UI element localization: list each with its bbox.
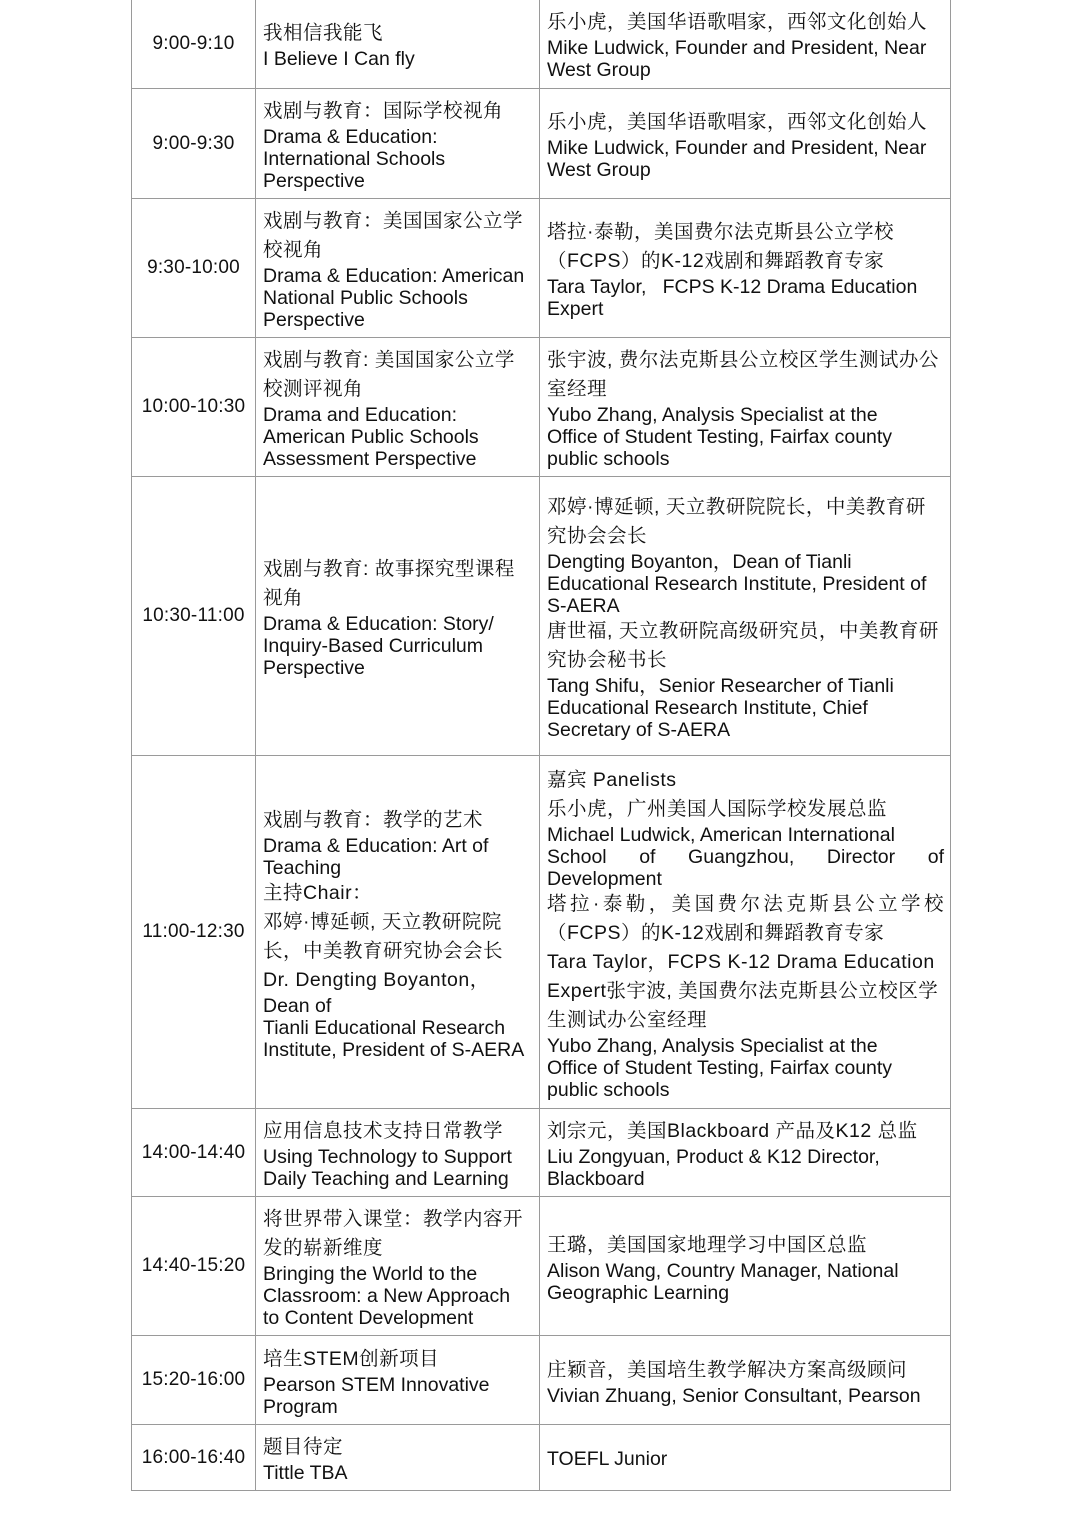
cell-text-line: Pearson STEM Innovative — [263, 1373, 490, 1396]
cell-text-line: Perspective — [263, 170, 365, 192]
speaker-cell — [540, 0, 951, 89]
cell-text-line: 邓婷·博延顿, 天立教研院院 — [263, 910, 502, 933]
cell-text-line: Perspective — [263, 309, 365, 331]
cell-text-line: Assessment Perspective — [263, 448, 477, 470]
cell-text-line: TOEFL Junior — [547, 1447, 668, 1470]
cell-text-line: 戏剧与教育: 故事探究型课程 — [263, 558, 515, 580]
topic-cell — [256, 477, 540, 756]
table-row — [132, 1336, 951, 1425]
cell-text-line: American Public Schools — [263, 426, 479, 448]
cell-text-line: 校测评视角 — [263, 378, 364, 400]
topic-cell — [256, 338, 540, 477]
cell-text-line: School of Guangzhou, Director of — [547, 845, 944, 868]
table-row — [132, 1197, 951, 1336]
cell-text-line: Classroom: a New Approach — [263, 1285, 511, 1307]
cell-text-line: 塔拉·泰勒，美国费尔法克斯县公立学校 — [547, 892, 944, 915]
cell-text-line: 究协会会长 — [547, 525, 648, 547]
cell-text-line: 庄颖音，美国培生教学解决方案高级顾问 — [547, 1358, 908, 1381]
cell-text-line: Development — [547, 867, 662, 890]
cell-text-line: 应用信息技术支持日常教学 — [263, 1120, 504, 1142]
cell-text-line: Drama and Education: — [263, 404, 458, 426]
cell-text-line: Using Technology to Support — [263, 1146, 512, 1168]
time-cell: 15:20-16:00 — [132, 1336, 256, 1425]
table-row — [132, 1425, 951, 1491]
cell-text-line: 究协会秘书长 — [547, 649, 668, 671]
cell-text-line: Geographic Learning — [547, 1281, 730, 1304]
cell-text-line: 嘉宾 Panelists — [547, 768, 677, 791]
cell-text-line: S-AERA — [547, 595, 620, 617]
cell-text-line: 将世界带入课堂：教学内容开 — [263, 1208, 524, 1230]
cell-text-line: 发的崭新维度 — [263, 1237, 384, 1259]
cell-text-line: National Public Schools — [263, 287, 468, 309]
cell-text-line: Secretary of S-AERA — [547, 719, 731, 741]
topic-cell — [256, 1336, 540, 1425]
speaker-cell — [540, 89, 951, 199]
cell-text-line: Expert — [547, 298, 604, 320]
table-row — [132, 0, 951, 89]
speaker-cell — [540, 199, 951, 338]
cell-text-line: Mike Ludwick, Founder and President, Near — [547, 37, 927, 59]
topic-cell — [256, 1109, 540, 1197]
cell-text-line: 张宇波, 费尔法克斯县公立校区学生测试办公 — [547, 349, 939, 371]
cell-text-line: West Group — [547, 59, 651, 81]
table-row — [132, 89, 951, 199]
topic-cell — [256, 756, 540, 1109]
cell-text-line: public schools — [547, 1078, 670, 1101]
cell-text-line: 校视角 — [263, 239, 324, 261]
table-row — [132, 756, 951, 1109]
cell-text-line: 戏剧与教育：国际学校视角 — [263, 100, 504, 122]
cell-text-line: Alison Wang, Country Manager, National — [547, 1259, 899, 1282]
cell-text-line: Mike Ludwick, Founder and President, Near — [547, 137, 927, 159]
cell-text-line: 视角 — [263, 587, 304, 609]
cell-text-line: 戏剧与教育：教学的艺术 — [263, 808, 484, 831]
table-row — [132, 1109, 951, 1197]
cell-text-line: 塔拉·泰勒，美国费尔法克斯县公立学校 — [547, 221, 894, 243]
time-cell: 16:00-16:40 — [132, 1425, 256, 1491]
cell-text-line: Inquiry-Based Curriculum — [263, 635, 483, 657]
topic-cell — [256, 0, 540, 89]
cell-text-line: Teaching — [263, 856, 342, 879]
cell-text-line: Expert张宇波, 美国费尔法克斯县公立校区学 — [547, 979, 939, 1002]
cell-text-line: Office of Student Testing, Fairfax county — [547, 1056, 893, 1079]
cell-text-line: 乐小虎，广州美国人国际学校发展总监 — [547, 797, 888, 820]
speaker-cell — [540, 1109, 951, 1197]
topic-cell — [256, 199, 540, 338]
time-cell: 14:00-14:40 — [132, 1109, 256, 1197]
cell-text-line: Educational Research Institute, President of — [547, 573, 927, 595]
cell-text-line: Office of Student Testing, Fairfax county — [547, 426, 893, 448]
cell-text-line: 生测试办公室经理 — [547, 1008, 708, 1031]
cell-text-line: Blackboard — [547, 1168, 645, 1190]
cell-text-line: （FCPS）的K-12戏剧和舞蹈教育专家 — [547, 921, 885, 944]
cell-text-line: 戏剧与教育：美国国家公立学 — [263, 210, 524, 232]
schedule-body — [132, 0, 951, 1491]
speaker-cell — [540, 1197, 951, 1336]
speaker-cell — [540, 1425, 951, 1491]
cell-text-line: Dean of — [263, 994, 332, 1017]
cell-text-line: Tang Shifu，Senior Researcher of Tianli — [547, 675, 894, 697]
cell-text-line: Tara Taylor，FCPS K-12 Drama Education — [547, 950, 935, 973]
cell-text-line: 乐小虎，美国华语歌唱家，西邻文化创始人 — [547, 11, 928, 33]
topic-cell — [256, 1197, 540, 1336]
cell-text-line: 培生STEM创新项目 — [263, 1347, 440, 1370]
cell-text-line: Yubo Zhang, Analysis Specialist at the — [547, 404, 878, 426]
cell-text-line: 室经理 — [547, 378, 608, 400]
table-row — [132, 338, 951, 477]
cell-text-line: Tittle TBA — [263, 1462, 348, 1484]
speaker-cell — [540, 756, 951, 1109]
speaker-cell — [540, 477, 951, 756]
time-cell: 9:00-9:10 — [132, 0, 256, 89]
cell-text-line: Tara Taylor, FCPS K-12 Drama Education — [547, 276, 918, 298]
cell-text-line: Liu Zongyuan, Product & K12 Director, — [547, 1146, 880, 1168]
cell-text-line: 戏剧与教育: 美国国家公立学 — [263, 349, 515, 371]
cell-text-line: 主持Chair： — [263, 881, 373, 904]
cell-text-line: Daily Teaching and Learning — [263, 1168, 509, 1190]
cell-text-line: Dengting Boyanton，Dean of Tianli — [547, 551, 852, 573]
cell-text-line: （FCPS）的K-12戏剧和舞蹈教育专家 — [547, 250, 885, 272]
cell-text-line: Institute, President of S-AERA — [263, 1038, 525, 1061]
cell-text-line: Drama & Education: — [263, 126, 438, 148]
cell-text-line: 王璐，美国国家地理学习中国区总监 — [547, 1233, 868, 1256]
speaker-cell — [540, 338, 951, 477]
speaker-cell — [540, 1336, 951, 1425]
cell-text-line: Vivian Zhuang, Senior Consultant, Pearson — [547, 1384, 921, 1407]
cell-text-line: 长，中美教育研究协会会长 — [263, 939, 504, 962]
cell-text-line: Bringing the World to the — [263, 1263, 478, 1285]
table-row — [132, 199, 951, 338]
time-cell: 10:30-11:00 — [132, 477, 256, 756]
cell-text-line: Tianli Educational Research — [263, 1016, 506, 1039]
time-cell: 11:00-12:30 — [132, 756, 256, 1109]
cell-text-line: Program — [263, 1395, 338, 1418]
cell-text-line: Drama & Education: Art of — [263, 834, 489, 857]
cell-text-line: public schools — [547, 448, 670, 470]
cell-text-line: Dr. Dengting Boyanton， — [263, 968, 490, 991]
schedule-table — [131, 0, 951, 1491]
cell-text-line: International Schools — [263, 148, 446, 170]
cell-text-line: 邓婷·博延顿, 天立教研院院长，中美教育研 — [547, 496, 926, 518]
cell-text-line: Michael Ludwick, American International — [547, 823, 895, 846]
topic-cell — [256, 1425, 540, 1491]
cell-text-line: 唐世福, 天立教研院高级研究员，中美教育研 — [547, 620, 939, 642]
table-row — [132, 477, 951, 756]
cell-text-line: 乐小虎，美国华语歌唱家，西邻文化创始人 — [547, 111, 928, 133]
cell-text-line: I Believe I Can fly — [263, 48, 415, 70]
cell-text-line: Drama & Education: American — [263, 265, 525, 287]
time-cell: 14:40-15:20 — [132, 1197, 256, 1336]
cell-text-line: Drama & Education: Story/ — [263, 613, 494, 635]
cell-text-line: Educational Research Institute, Chief — [547, 697, 868, 719]
time-cell: 9:00-9:30 — [132, 89, 256, 199]
cell-text-line: Yubo Zhang, Analysis Specialist at the — [547, 1034, 878, 1057]
time-cell: 9:30-10:00 — [132, 199, 256, 338]
time-cell: 10:00-10:30 — [132, 338, 256, 477]
cell-text-line: 刘宗元，美国Blackboard 产品及K12 总监 — [547, 1120, 918, 1142]
cell-text-line: West Group — [547, 159, 651, 181]
cell-text-line: 我相信我能飞 — [263, 22, 384, 44]
cell-text-line: 题目待定 — [263, 1436, 344, 1458]
cell-text-line: Perspective — [263, 657, 365, 679]
cell-text-line: to Content Development — [263, 1307, 474, 1329]
topic-cell — [256, 89, 540, 199]
